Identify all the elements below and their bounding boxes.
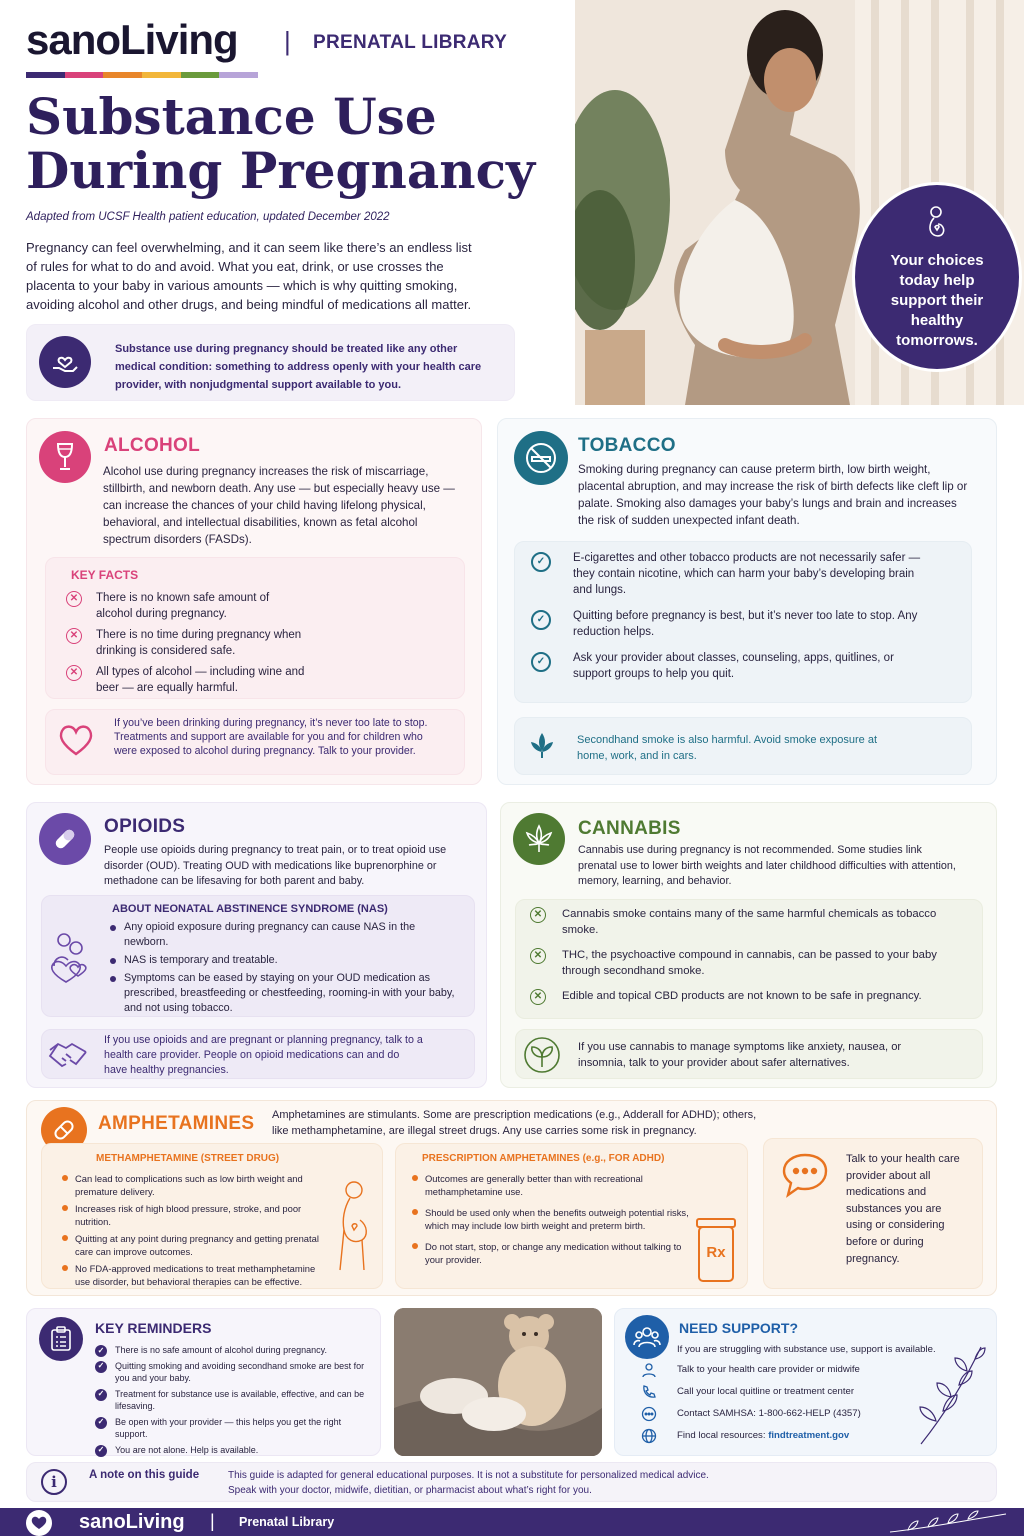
branch-decoration-icon [911,1339,991,1454]
pregnant-figure-icon [332,1178,376,1283]
leaf-icon [527,730,557,765]
brand-color-bar [26,72,258,78]
check-circle-icon: ✓ [531,652,551,672]
cannabis-note-box [515,1029,983,1079]
reminders-card [26,1308,381,1456]
babies-hearts-icon [46,930,94,991]
guide-note-title: A note on this guide [89,1469,200,1481]
globe-icon [641,1428,657,1444]
list-item: No FDA-approved medications to treat methamphetamine use disorder, but behavioral therapies can be effective. [60,1262,330,1288]
opioids-title: OPIOIDS [104,816,186,837]
people-group-icon [625,1315,669,1359]
list-item: Any opioid exposure during pregnancy can cause NAS in the newborn. [108,920,458,950]
reminders-title: KEY REMINDERS [95,1320,212,1336]
check-circle-icon: ✓ [95,1389,107,1401]
list-item: ✓ Treatment for substance use is available, effective, and can be lifesaving. [95,1388,375,1413]
check-circle-icon: ✓ [95,1417,107,1429]
alcohol-note: If you’ve been drinking during pregnancy, it’s never too late to stop. Treatments and support are available for you and for children who were exposed to alcohol during pregnancy. Talk to your provider. [114,717,428,757]
tobacco-card [497,418,997,785]
list-item: Increases risk of high blood pressure, stroke, and poor nutrition. [60,1202,330,1228]
nas-list [108,920,458,1024]
footer-section[interactable]: Prenatal Library [239,1515,335,1529]
person-icon [641,1362,657,1378]
nas-box [41,895,475,1017]
tobacco-title: TOBACCO [578,435,676,456]
list-item: ✓ You are not alone. Help is available. [95,1444,375,1457]
wine-glass-icon [39,431,91,483]
x-circle-icon: ✕ [66,628,82,644]
resources-label: Find local resources: [677,1430,769,1441]
list-item: Should be used only when the benefits outweigh potential risks, which may include low birth weight and preterm birth. [410,1206,690,1232]
page-title [26,87,536,200]
rx-box [395,1143,748,1289]
list-item: Outcomes are generally better than with recreational methamphetamine use. [410,1172,690,1198]
list-item: Do not start, stop, or change any medication without talking to your provider. [410,1240,690,1266]
cannabis-note: If you use cannabis to manage symptoms like anxiety, nausea, or insomnia, talk to your provider about safer alternatives. [578,1041,902,1069]
tobacco-points-box [514,541,972,703]
page-subtitle: Adapted from UCSF Health patient education, updated December 2022 [26,211,390,223]
list-item[interactable]: Call your local quitline or treatment center [641,1385,941,1407]
rx-list [410,1172,690,1274]
key-facts-title: KEY FACTS [71,568,139,582]
callout-box [26,324,515,401]
footer [0,1508,1024,1536]
talk-text: Talk to your health care provider about all medications and substances you are using or considering before or during pregnancy. [846,1153,960,1265]
cannabis-title: CANNABIS [578,818,681,839]
resources-link[interactable]: findtreatment.gov [768,1430,850,1441]
guide-note-bar [26,1462,997,1502]
chat-icon [641,1406,657,1422]
alcohol-facts-list [66,590,306,704]
cannabis-points-list [530,906,950,1012]
pill-capsule-icon [39,813,91,865]
list-item: ✕ There is no known safe amount of alcohol during pregnancy. [66,590,306,622]
list-item: ✓ Ask your provider about classes, counseling, apps, quitlines, or support groups to help you quit. [531,650,931,682]
list-item: ✕ THC, the psychoactive compound in cannabis, can be passed to your baby through secondhand smoke. [530,947,950,979]
support-list [641,1363,941,1451]
list-item[interactable]: Talk to your health care provider or midwife [641,1363,941,1385]
amphetamines-intro: Amphetamines are stimulants. Some are prescription medications (e.g., Adderall for ADHD); others, like methamphetamine, are illegal street drugs. Any use carries some risk in pregnancy. [272,1109,757,1137]
cannabis-body: Cannabis use during pregnancy is not recommended. Some studies link prenatal use to lower birth weights and later childhood difficulties with attention, memory, learning, and behavior. [578,844,956,887]
meth-list [60,1172,330,1296]
cannabis-card [500,802,997,1088]
list-item: ✓ Quitting before pregnancy is best, but it’s never too late to stop. Any reduction helps. [531,608,931,640]
cannabis-points-box [515,899,983,1019]
x-circle-icon: ✕ [66,665,82,681]
list-item: Symptoms can be eased by staying on your OUD medication as prescribed, breastfeeding or chestfeeding, rooming-in with your baby, and not using tobacco. [108,971,458,1016]
footer-branch-icon [888,1510,1008,1536]
cannabis-leaf-icon [513,813,565,865]
nas-title: ABOUT NEONATAL ABSTINENCE SYNDROME (NAS) [112,903,388,915]
list-item: ✕ There is no time during pregnancy when drinking is considered safe. [66,627,306,659]
list-item: ✓ Quitting smoking and avoiding secondhand smoke are best for you and your baby. [95,1360,375,1385]
list-item: Can lead to complications such as low birth weight and premature delivery. [60,1172,330,1198]
callout-text: Substance use during pregnancy should be treated like any other medical condition: something to address openly with your health care provider, with nonjudgmental support available to you. [115,343,482,391]
title-line-2: During Pregnancy [26,141,536,200]
amphetamines-card [26,1100,997,1296]
reminders-list [95,1344,375,1464]
phone-icon [641,1384,657,1400]
x-circle-icon: ✕ [530,989,546,1005]
list-item[interactable]: Contact SAMHSA: 1-800-662-HELP (4357) [641,1407,941,1429]
list-item: ✕ All types of alcohol — including wine and beer — are equally harmful. [66,664,306,696]
list-item: ✓ E-cigarettes and other tobacco products are not necessarily safer — they contain nicotine, which can harm your baby’s developing brain and lungs. [531,550,931,598]
x-circle-icon: ✕ [530,948,546,964]
list-item: NAS is temporary and treatable. [108,953,458,968]
alcohol-card [26,418,482,785]
support-title: NEED SUPPORT? [679,1320,799,1336]
hero-badge [852,182,1022,372]
heart-logo-icon [26,1510,52,1536]
check-circle-icon: ✓ [531,610,551,630]
clipboard-icon [39,1317,83,1361]
support-intro: If you are struggling with substance use, support is available. [677,1344,936,1355]
footer-divider: | [210,1511,215,1531]
guide-note-text: This guide is adapted for general educational purposes. It is not a substitute for personalized medical advice. Speak with your doctor, midwife, dietitian, or pharmacist about what’s right for you. [228,1470,709,1496]
x-circle-icon: ✕ [530,907,546,923]
alcohol-body: Alcohol use during pregnancy increases the risk of miscarriage, stillbirth, and newborn death. Any use — but especially heavy use — can increase the chances of your child having lifelong physical, behavioral, and intellectual disabilities, known as fetal alcohol spectrum disorders (FASDs). [103,465,455,546]
talk-box [763,1138,983,1289]
check-circle-icon: ✓ [95,1345,107,1357]
meth-title: METHAMPHETAMINE (STREET DRUG) [96,1153,280,1164]
brand-logo: sanoLiving [26,16,238,63]
check-circle-icon: ✓ [95,1445,107,1457]
baby-items-photo [394,1308,602,1456]
tobacco-points-list [531,550,931,690]
opioids-note-box [41,1029,475,1079]
list-item: Quitting at any point during pregnancy and getting prenatal care can improve outcomes. [60,1232,330,1258]
opioids-note: If you use opioids and are pregnant or planning pregnancy, talk to a health care provider. People on opioid medications can and do have healthy pregnancies. [104,1034,423,1076]
opioids-card [26,802,487,1088]
tobacco-note: Secondhand smoke is also harmful. Avoid smoke exposure at home, work, and in cars. [577,734,878,762]
check-circle-icon: ✓ [95,1361,107,1373]
list-item: ✓ Be open with your provider — this helps you get the right support. [95,1416,375,1441]
speech-bubble-icon [780,1151,830,1204]
support-card [614,1308,997,1456]
info-icon: i [41,1469,67,1495]
alcohol-title: ALCOHOL [104,435,201,456]
pregnant-outline-icon [917,203,957,243]
check-circle-icon: ✓ [531,552,551,572]
heart-hand-icon [39,336,91,388]
list-item: ✓ There is no safe amount of alcohol during pregnancy. [95,1344,375,1357]
alcohol-note-box [45,709,465,775]
meth-box [41,1143,383,1289]
amphetamines-title: AMPHETAMINES [98,1113,255,1134]
header-divider: | [284,26,291,56]
hero-badge-text: Your choices today help support their healthy tomorrows. [890,252,984,349]
rx-symbol: Rx [706,1244,726,1261]
opioids-body: People use opioids during pregnancy to treat pain, or to treat opioid use disorder (OUD). Treating OUD with medications like buprenorphine or methadone can be lifesaving for both parent and baby. [104,844,447,887]
list-item: ✕ Edible and topical CBD products are not known to be safe in pregnancy. [530,988,950,1004]
footer-brand[interactable]: sanoLiving [79,1511,185,1533]
intro-text: Pregnancy can feel overwhelming, and it can seem like there’s an endless list of rules for what to do and avoid. What you eat, drink, or use crosses the placenta to your baby in various amounts — which is why quitting smoking, avoiding alcohol and other drugs, and being mindful of medications all matter. [26,240,472,312]
handshake-icon [48,1038,88,1075]
sprout-icon [522,1035,562,1080]
prescription-bottle-icon [698,1226,734,1282]
heart-outline-icon [56,720,96,765]
alcohol-facts-box [45,557,465,699]
section-label[interactable]: PRENATAL LIBRARY [313,32,508,53]
x-circle-icon: ✕ [66,591,82,607]
tobacco-note-box [514,717,972,775]
list-item: ✕ Cannabis smoke contains many of the same harmful chemicals as tobacco smoke. [530,906,950,938]
tobacco-body: Smoking during pregnancy can cause preterm birth, low birth weight, placental abruption, and may increase the risk of birth defects like cleft lip or palate. Smoking also damages your baby’s lungs and brain and increases the risk of sudden unexpected infant death. [578,463,968,527]
list-item[interactable] [641,1429,941,1451]
no-smoking-icon [514,431,568,485]
rx-title: PRESCRIPTION AMPHETAMINES (e.g., FOR ADHD) [422,1153,665,1164]
title-line-1: Substance Use [26,87,437,146]
